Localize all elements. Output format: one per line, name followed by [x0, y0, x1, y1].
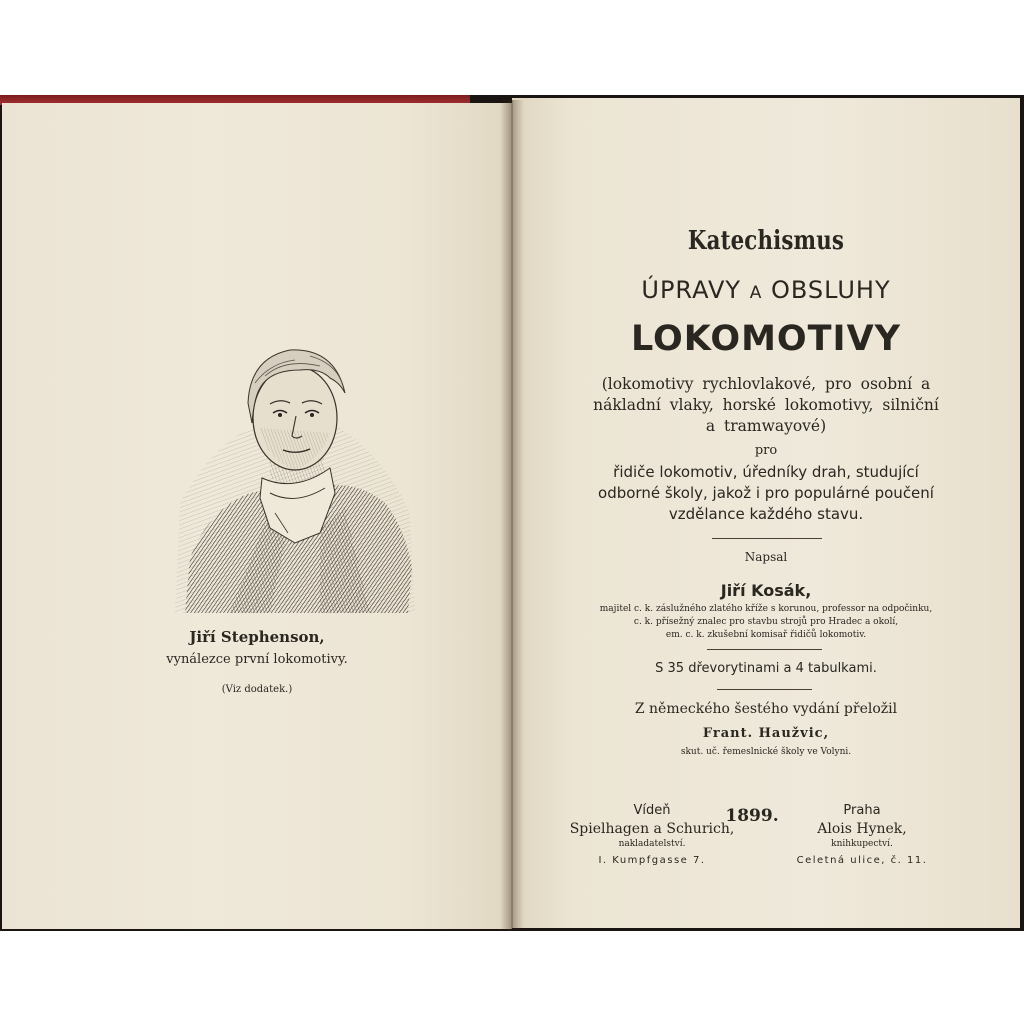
right-page: [512, 98, 1020, 928]
left-page: [2, 103, 512, 929]
credential-line: em. c. k. zkušební komisař řidičů lokomotiv.: [665, 630, 867, 640]
imprint-city: Praha: [843, 803, 881, 818]
divider-rule: [712, 538, 822, 539]
imprint-year: 1899.: [725, 806, 779, 826]
portrait-subtitle: vynálezce první lokomotivy.: [166, 652, 348, 667]
translator-name: Frant. Haužvic,: [702, 726, 830, 741]
imprint-publisher: Alois Hynek,: [817, 821, 907, 837]
audience-line: vzdělance každého stavu.: [668, 505, 864, 523]
author-credentials: [512, 603, 1020, 642]
imprint-prague: [762, 803, 962, 866]
portrait-caption: Jiří Stephenson,: [189, 628, 325, 646]
subtitle-part2: OBSLUHY: [771, 276, 891, 304]
book-subtitle: [512, 276, 1020, 304]
imprint-publisher: Spielhagen a Schurich,: [569, 821, 735, 837]
imprint-city: Vídeň: [633, 803, 671, 818]
main-title: LOKOMOTIVY: [630, 319, 902, 359]
subtitle-conjunction: A: [749, 283, 763, 303]
divider-rule: [717, 689, 812, 690]
imprint-address: Celetná ulice, č. 11.: [796, 855, 928, 866]
divider-rule: [707, 649, 822, 650]
author-name: Jiří Kosák,: [720, 581, 812, 600]
imprint-role: knihkupectví.: [831, 839, 893, 849]
stephenson-portrait-engraving: [170, 328, 420, 613]
author-label: Napsal: [744, 550, 788, 564]
translator-credentials: skut. uč. řemeslnické školy ve Volyni.: [680, 747, 852, 757]
audience: [512, 462, 1020, 525]
credential-line: majitel c. k. záslužného zlatého kříže s korunou, professor na odpočinku,: [599, 604, 933, 614]
imprint-address: I. Kumpfgasse 7.: [598, 855, 706, 866]
book-gutter: [500, 100, 524, 930]
description-line: a tramwayové): [705, 417, 827, 435]
audience-line: odborné školy, jakož i pro populárné poučení: [598, 484, 934, 502]
for-label: pro: [754, 443, 778, 458]
description-line: nákladní vlaky, horské lokomotivy, silniční: [593, 396, 939, 414]
subtitle-part1: ÚPRAVY: [641, 276, 742, 304]
reference-note: (Viz dodatek.): [221, 684, 293, 695]
credential-line: c. k. přísežný znalec pro stavbu strojů pro Hradec a okolí,: [633, 617, 899, 627]
description: [512, 374, 1020, 437]
audience-line: řidiče lokomotiv, úředníky drah, studující: [613, 463, 919, 481]
imprint-role: nakladatelství.: [618, 839, 686, 849]
illustrations-note: S 35 dřevorytinami a 4 tabulkami.: [655, 661, 877, 676]
description-line: (lokomotivy rychlovlakové, pro osobní a: [601, 375, 931, 393]
book-title: Katechismus: [687, 226, 845, 256]
translation-note: Z německého šestého vydání přeložil: [634, 701, 898, 717]
